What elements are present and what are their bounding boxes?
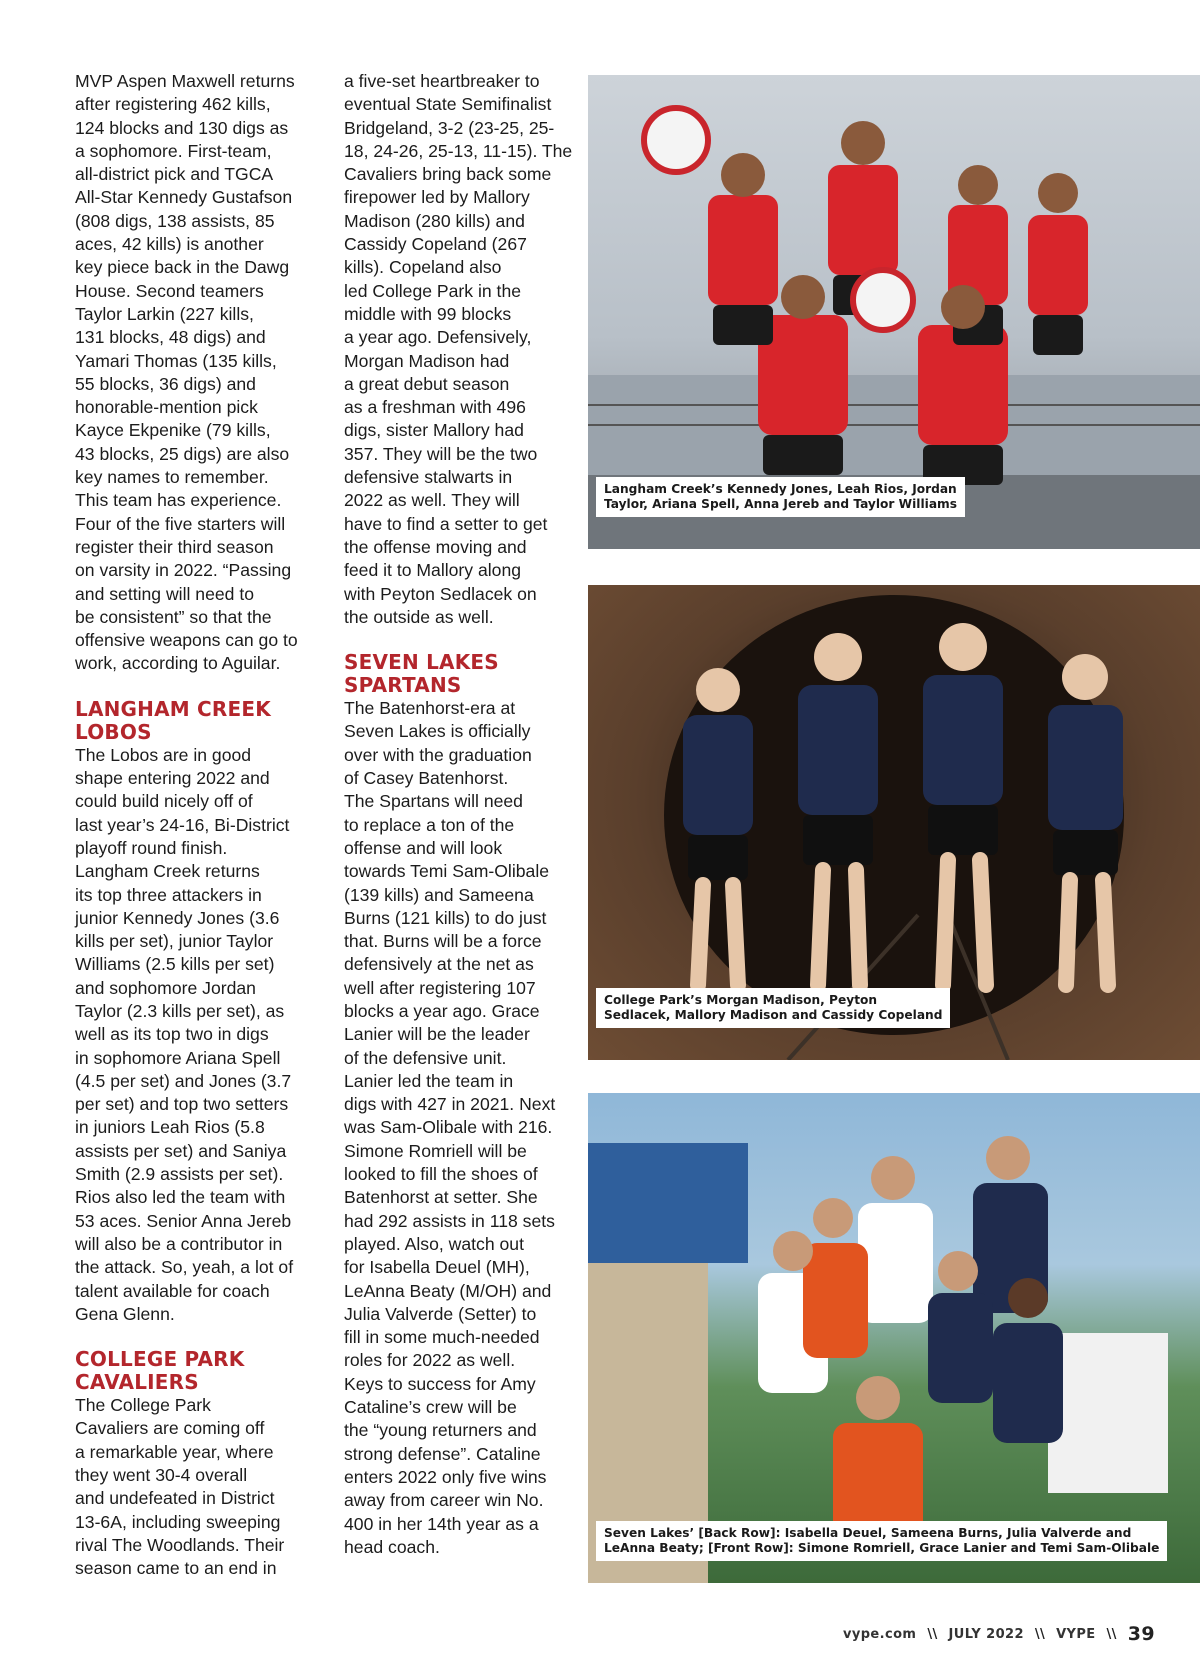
text-line: to replace a ton of the <box>344 814 515 835</box>
text-line: have to find a setter to get <box>344 513 548 534</box>
text-line: (139 kills) and Sameena <box>344 884 534 905</box>
seven-lakes-paragraph <box>344 697 584 1559</box>
text-line: junior Kennedy Jones (3.6 <box>75 907 280 928</box>
text-line: (4.5 per set) and Jones (3.7 <box>75 1070 292 1091</box>
photo-caption: College Park’s Morgan Madison, Peyton Sedlacek, Mallory Madison and Cassidy Copeland <box>596 988 950 1028</box>
text-line: 131 blocks, 48 digs) and <box>75 327 266 348</box>
text-line: Burns (121 kills) to do just <box>344 907 547 928</box>
text-line: season came to an end in <box>75 1558 277 1579</box>
footer-issue: JULY 2022 <box>948 1627 1024 1642</box>
text-line: rival The Woodlands. Their <box>75 1534 285 1555</box>
text-line: Madison (280 kills) and <box>344 210 525 231</box>
text-line: Keys to success for Amy <box>344 1373 536 1394</box>
text-line: aces, 42 kills) is another <box>75 234 264 255</box>
text-line: Langham Creek returns <box>75 861 260 882</box>
text-line: all-district pick and TGCA <box>75 164 274 185</box>
text-line: Lanier will be the leader <box>344 1024 530 1045</box>
text-line: Taylor (2.3 kills per set), as <box>75 1000 285 1021</box>
text-line: looked to fill the shoes of <box>344 1164 538 1185</box>
text-line: Taylor Larkin (227 kills, <box>75 303 254 324</box>
text-line: over with the graduation <box>344 744 532 765</box>
text-line: and undefeated in District <box>75 1488 275 1509</box>
text-line: Julia Valverde (Setter) to <box>344 1303 537 1324</box>
text-line: Simone Romriell will be <box>344 1140 527 1161</box>
text-line: Lanier led the team in <box>344 1070 514 1091</box>
text-line: The College Park <box>75 1395 211 1416</box>
text-line: assists per set) and Saniya <box>75 1140 287 1161</box>
text-line: 357. They will be the two <box>344 443 538 464</box>
text-line: register their third season <box>75 536 274 557</box>
text-line: Williams (2.5 kills per set) <box>75 954 275 975</box>
text-line: 43 blocks, 25 digs) are also <box>75 443 290 464</box>
text-line: key names to remember. <box>75 467 269 488</box>
section-heading-college-park <box>75 1348 325 1394</box>
section-heading-langham-creek <box>75 698 325 744</box>
text-line: head coach. <box>344 1536 440 1557</box>
text-line: a great debut season <box>344 373 510 394</box>
text-line: All-Star Kennedy Gustafson <box>75 187 293 208</box>
college-park-paragraph-continued <box>344 70 584 629</box>
text-line: Rios also led the team with <box>75 1187 286 1208</box>
text-line: blocks a year ago. Grace <box>344 1000 540 1021</box>
photo-college-park-team <box>588 585 1200 1060</box>
text-line: LANGHAM CREEK <box>75 696 271 721</box>
text-line: enters 2022 only five wins <box>344 1466 547 1487</box>
text-line: was Sam-Olibale with 216. <box>344 1117 553 1138</box>
text-line: and setting will need to <box>75 583 254 604</box>
text-line: The Batenhorst-era at <box>344 698 516 719</box>
text-line: Batenhorst at setter. She <box>344 1187 538 1208</box>
text-line: The Spartans will need <box>344 791 523 812</box>
photo-langham-creek-team <box>588 75 1200 549</box>
text-line: Cavaliers are coming off <box>75 1418 265 1439</box>
text-line: could build nicely off of <box>75 791 253 812</box>
text-line: digs with 427 in 2021. Next <box>344 1094 556 1115</box>
text-line: LOBOS <box>75 719 152 744</box>
text-line: last year’s 24-16, Bi-District <box>75 814 290 835</box>
text-line: talent available for coach <box>75 1280 270 1301</box>
text-line: shape entering 2022 and <box>75 768 270 789</box>
text-line: had 292 assists in 118 sets <box>344 1210 555 1231</box>
text-line: well as its top two in digs <box>75 1024 269 1045</box>
text-line: (808 digs, 138 assists, 85 <box>75 210 275 231</box>
text-line: kills per set), junior Taylor <box>75 931 274 952</box>
text-line: Kayce Ekpenike (79 kills, <box>75 420 271 441</box>
team-photo-illustration <box>588 1093 1200 1583</box>
text-line: will also be a contributor in <box>75 1233 283 1254</box>
text-line: after registering 462 kills, <box>75 94 271 115</box>
text-line: offensive weapons can go to <box>75 630 298 651</box>
text-line: of Casey Batenhorst. <box>344 768 509 789</box>
text-line: led College Park in the <box>344 280 522 301</box>
text-line: Gena Glenn. <box>75 1303 175 1324</box>
footer-separator: \\ <box>927 1627 938 1642</box>
text-line: in sophomore Ariana Spell <box>75 1047 281 1068</box>
text-line: with Peyton Sedlacek on <box>344 583 537 604</box>
footer-separator: \\ <box>1106 1627 1117 1642</box>
text-line: Seven Lakes is officially <box>344 721 531 742</box>
text-line: the attack. So, yeah, a lot of <box>75 1257 294 1278</box>
text-line: fill in some much-needed <box>344 1327 540 1348</box>
text-line: 53 aces. Senior Anna Jereb <box>75 1210 292 1231</box>
text-line: a remarkable year, where <box>75 1441 274 1462</box>
text-line: CAVALIERS <box>75 1370 199 1395</box>
text-line: 124 blocks and 130 digs as <box>75 117 289 138</box>
intro-paragraph <box>75 70 325 676</box>
text-line: Cataline’s crew will be <box>344 1397 517 1418</box>
text-line: 18, 24-26, 25-13, 11-15). The <box>344 140 573 161</box>
article-column-2 <box>344 70 584 1559</box>
text-line: key piece back in the Dawg <box>75 257 290 278</box>
text-line: on varsity in 2022. “Passing <box>75 560 292 581</box>
section-heading-seven-lakes <box>344 651 584 697</box>
text-line: honorable-mention pick <box>75 397 258 418</box>
text-line: feed it to Mallory along <box>344 560 522 581</box>
text-line: eventual State Semifinalist <box>344 94 552 115</box>
text-line: they went 30-4 overall <box>75 1465 248 1486</box>
text-line: playoff round finish. <box>75 837 228 858</box>
text-line: defensively at the net as <box>344 954 534 975</box>
text-line: middle with 99 blocks <box>344 303 512 324</box>
text-line: firepower led by Mallory <box>344 187 530 208</box>
text-line: strong defense”. Cataline <box>344 1443 541 1464</box>
text-line: Morgan Madison had <box>344 350 510 371</box>
text-line: be consistent” so that the <box>75 606 272 627</box>
text-line: for Isabella Deuel (MH), <box>344 1257 530 1278</box>
text-line: Cassidy Copeland (267 <box>344 234 527 255</box>
text-line: Smith (2.9 assists per set). <box>75 1164 284 1185</box>
text-line: SPARTANS <box>344 673 462 698</box>
text-line: well after registering 107 <box>344 977 536 998</box>
text-line: the “young returners and <box>344 1420 537 1441</box>
text-line: offense and will look <box>344 837 503 858</box>
text-line: a year ago. Defensively, <box>344 327 532 348</box>
text-line: roles for 2022 as well. <box>344 1350 516 1371</box>
text-line: the outside as well. <box>344 606 494 627</box>
text-line: defensive stalwarts in <box>344 467 513 488</box>
text-line: Bridgeland, 3-2 (23-25, 25- <box>344 117 555 138</box>
text-line: kills). Copeland also <box>344 257 502 278</box>
text-line: House. Second teamers <box>75 280 264 301</box>
text-line: digs, sister Mallory had <box>344 420 524 441</box>
langham-creek-paragraph <box>75 744 325 1326</box>
text-line: Four of the five starters will <box>75 513 286 534</box>
text-line: Cavaliers bring back some <box>344 164 552 185</box>
text-line: that. Burns will be a force <box>344 931 542 952</box>
photo-caption: Seven Lakes’ [Back Row]: Isabella Deuel, Sameena Burns, Julia Valverde and LeAnna Beaty; [Front Row]: Simone Romriell, Grace Lanier and Temi Sam-Olibale <box>596 1521 1167 1561</box>
college-park-paragraph <box>75 1394 325 1580</box>
text-line: Yamari Thomas (135 kills, <box>75 350 277 371</box>
text-line: LeAnna Beaty (M/OH) and <box>344 1280 552 1301</box>
footer-brand: VYPE <box>1056 1627 1096 1642</box>
text-line: The Lobos are in good <box>75 744 252 765</box>
text-line: away from career win No. <box>344 1490 544 1511</box>
photo-caption: Langham Creek’s Kennedy Jones, Leah Rios, Jordan Taylor, Ariana Spell, Anna Jereb and Taylor Williams <box>596 477 965 517</box>
footer-separator: \\ <box>1034 1627 1046 1642</box>
page-footer <box>843 1623 1155 1645</box>
article-column-1 <box>75 70 325 1581</box>
text-line: the offense moving and <box>344 536 527 557</box>
text-line: 55 blocks, 36 digs) and <box>75 373 256 394</box>
text-line: 13-6A, including sweeping <box>75 1511 281 1532</box>
text-line: a five-set heartbreaker to <box>344 71 540 91</box>
text-line: towards Temi Sam-Olibale <box>344 861 550 882</box>
text-line: MVP Aspen Maxwell returns <box>75 71 295 91</box>
text-line: work, according to Aguilar. <box>75 653 281 674</box>
page-number: 39 <box>1127 1623 1155 1645</box>
text-line: a sophomore. First-team, <box>75 140 272 161</box>
text-line: This team has experience. <box>75 490 282 511</box>
text-line: of the defensive unit. <box>344 1047 507 1068</box>
footer-site: vype.com <box>842 1627 917 1642</box>
text-line: its top three attackers in <box>75 884 262 905</box>
text-line: 400 in her 14th year as a <box>344 1513 539 1534</box>
text-line: as a freshman with 496 <box>344 397 526 418</box>
photo-seven-lakes-team <box>588 1093 1200 1583</box>
text-line: SEVEN LAKES <box>344 650 499 675</box>
text-line: per set) and top two setters <box>75 1094 289 1115</box>
text-line: and sophomore Jordan <box>75 977 256 998</box>
text-line: COLLEGE PARK <box>75 1347 245 1372</box>
text-line: in juniors Leah Rios (5.8 <box>75 1117 265 1138</box>
text-line: 2022 as well. They will <box>344 490 520 511</box>
text-line: played. Also, watch out <box>344 1233 524 1254</box>
